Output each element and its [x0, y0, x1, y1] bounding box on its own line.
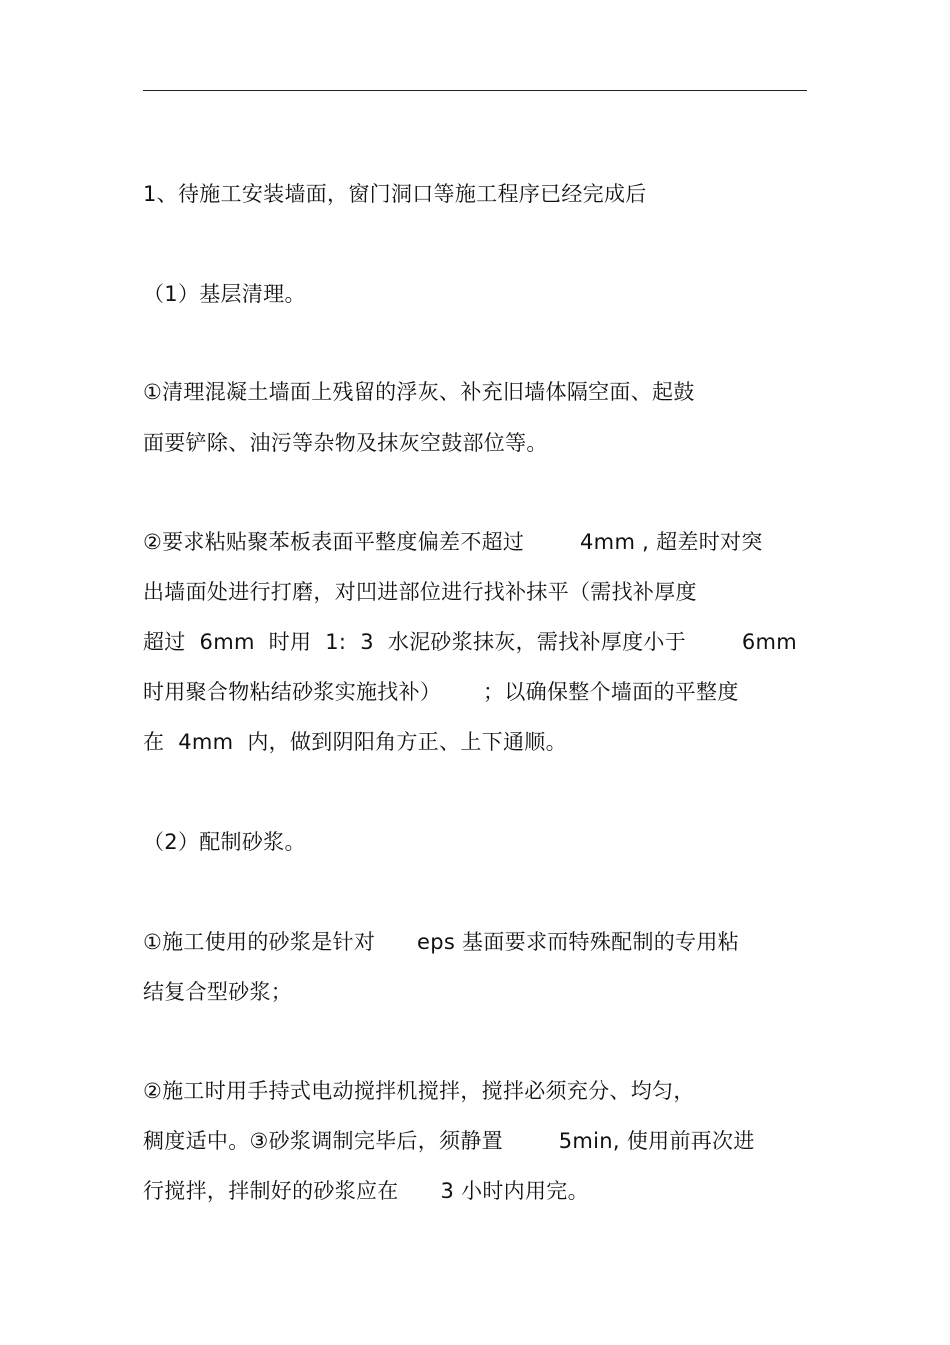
- paragraph-line: ②施工时用手持式电动搅拌机搅拌，搅拌必须充分、均匀，: [143, 1079, 695, 1103]
- paragraph-line: ①施工使用的砂浆是针对 eps 基面要求而特殊配制的专用粘: [143, 930, 739, 954]
- section-heading-1: 1、待施工安装墙面，窗门洞口等施工程序已经完成后: [143, 182, 647, 206]
- paragraph-line: 在 4mm 内，做到阴阳角方正、上下通顺。: [143, 730, 567, 754]
- paragraph-line: ①清理混凝土墙面上残留的浮灰、补充旧墙体隔空面、起鼓: [143, 380, 695, 404]
- paragraph-line: 超过 6mm 时用 1: 3 水泥砂浆抹灰，需找补厚度小于 6mm: [143, 630, 797, 654]
- paragraph-line: ②要求粘贴聚苯板表面平整度偏差不超过 4mm , 超差时对突: [143, 530, 763, 554]
- paragraph-line: 面要铲除、油污等杂物及抹灰空鼓部位等。: [143, 431, 548, 455]
- subsection-heading-base-cleaning: （1）基层清理。: [143, 282, 306, 306]
- paragraph-line: 出墙面处进行打磨，对凹进部位进行找补抹平（需找补厚度: [143, 580, 697, 604]
- paragraph-line: 行搅拌，拌制好的砂浆应在 3 小时内用完。: [143, 1179, 589, 1203]
- paragraph-line: 结复合型砂浆；: [143, 980, 293, 1004]
- paragraph-line: 稠度适中。③砂浆调制完毕后，须静置 5min, 使用前再次进: [143, 1129, 755, 1153]
- header-rule: [143, 90, 807, 91]
- paragraph-line: 时用聚合物粘结砂浆实施找补） ；以确保整个墙面的平整度: [143, 680, 739, 704]
- subsection-heading-mortar: （2）配制砂浆。: [143, 830, 306, 854]
